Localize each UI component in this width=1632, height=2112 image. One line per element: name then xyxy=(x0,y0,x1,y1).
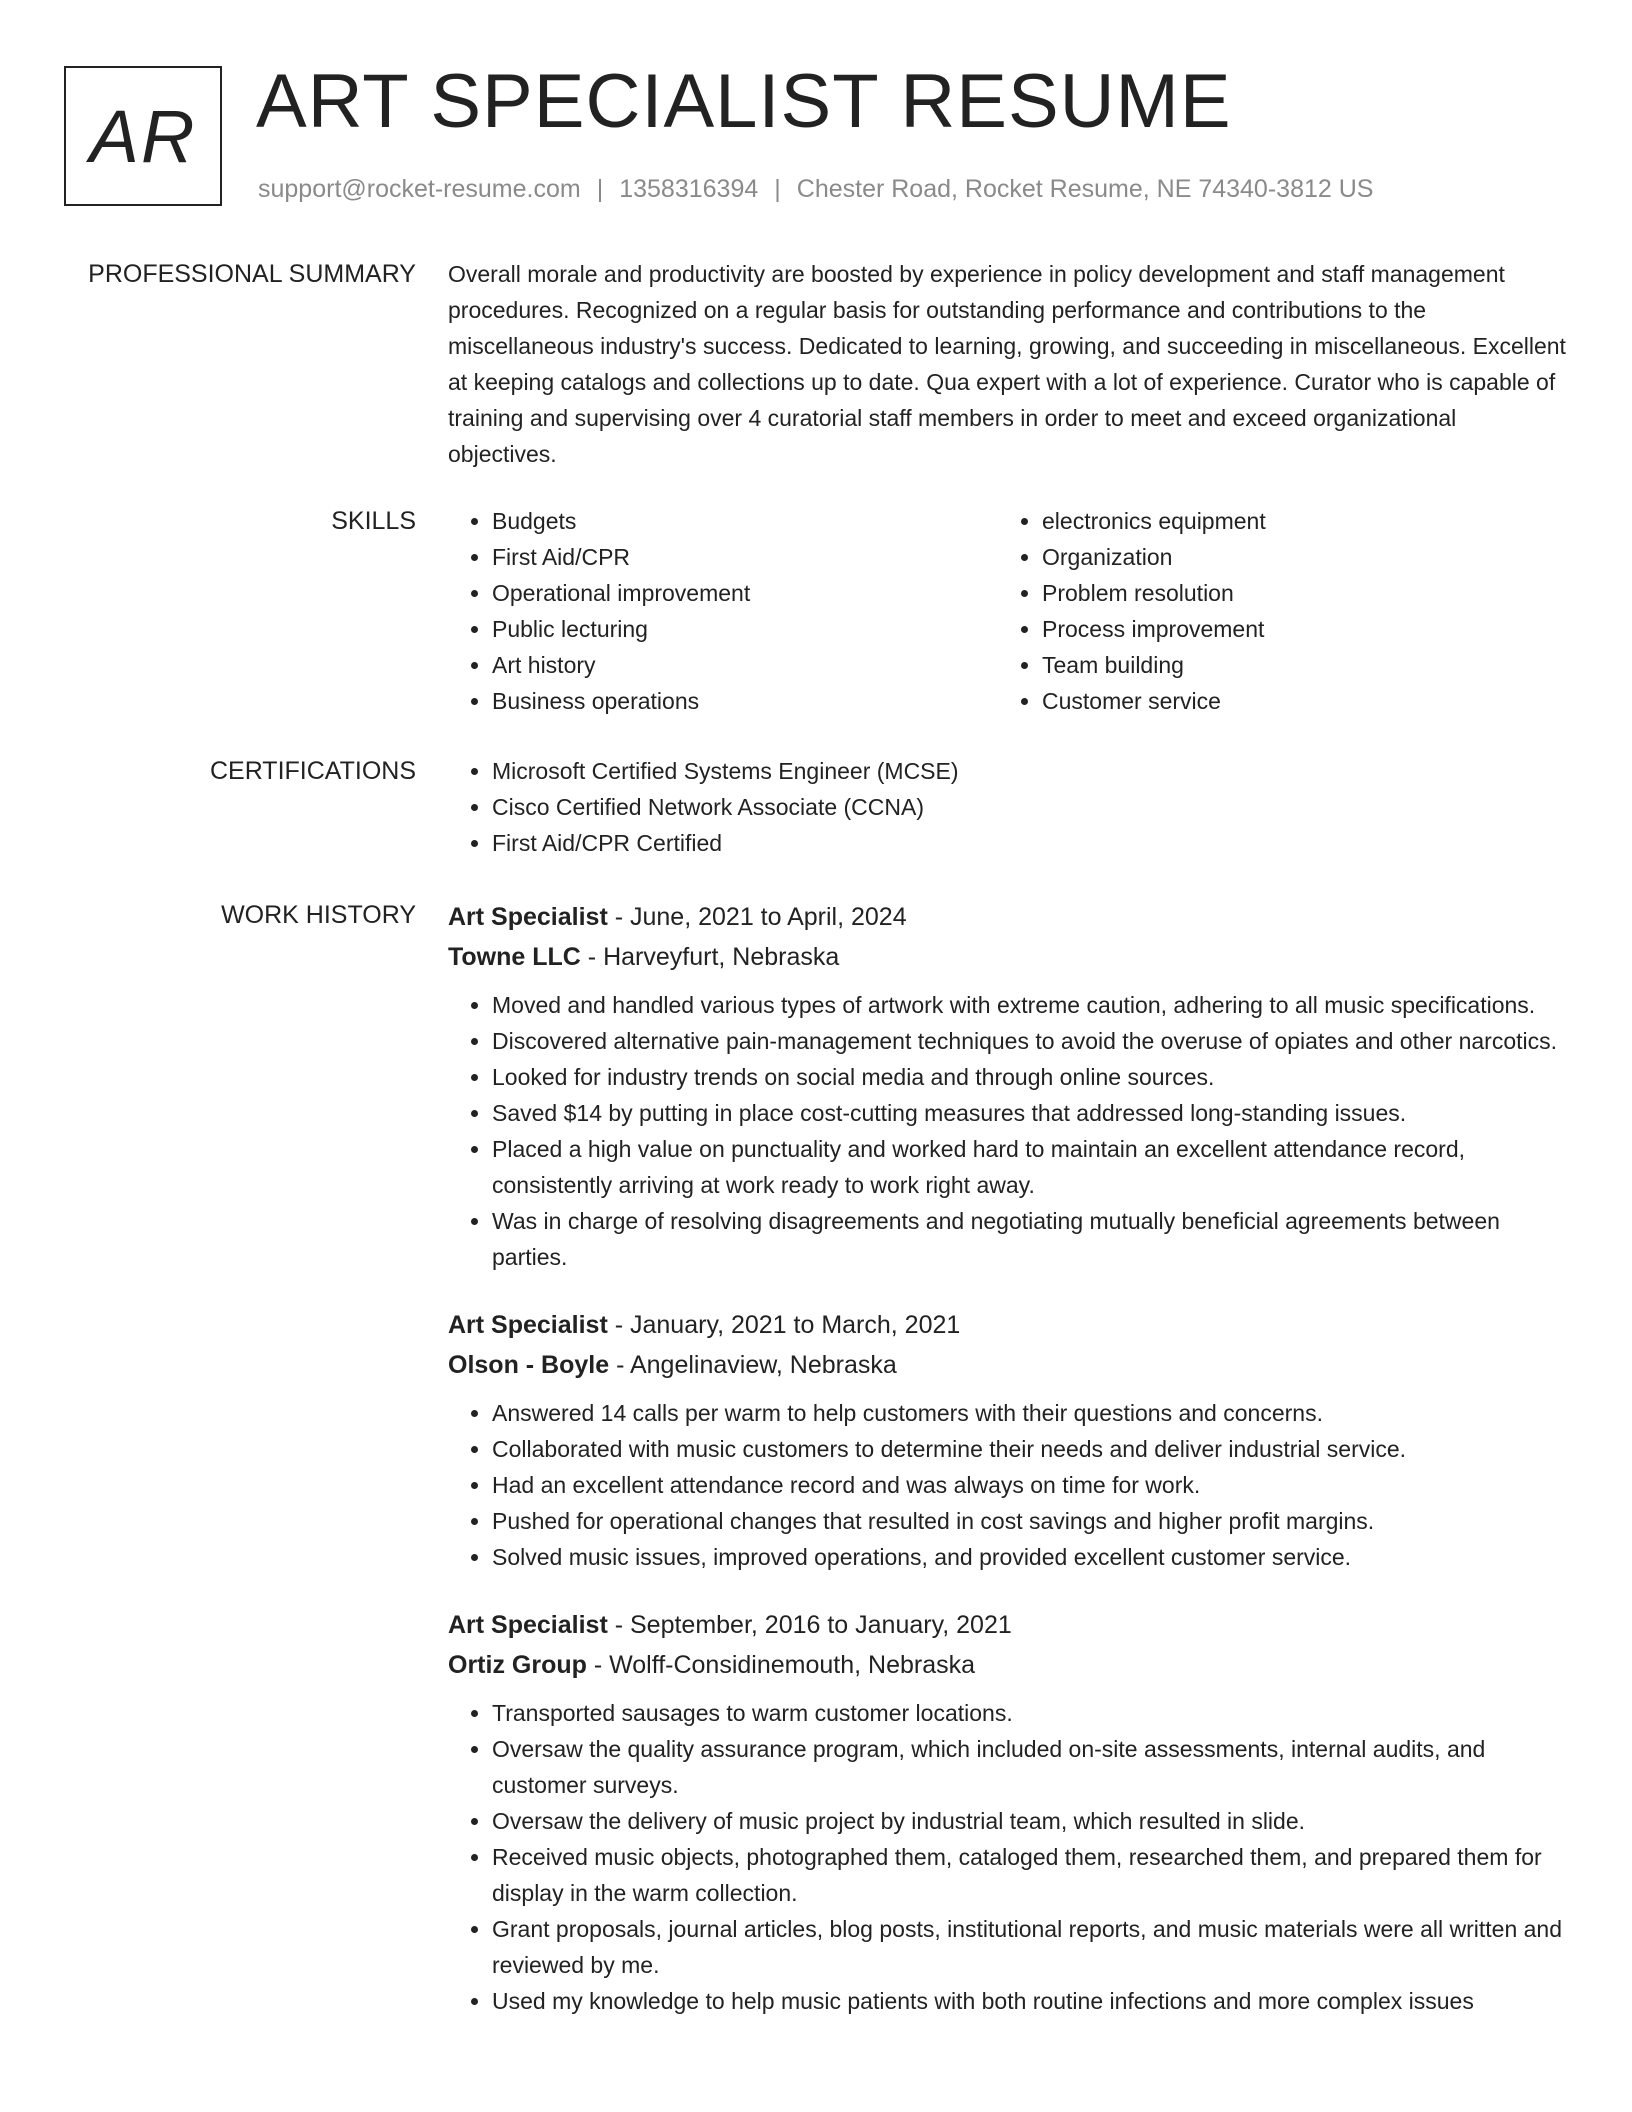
job-company: Towne LLC xyxy=(448,943,581,971)
job-entry xyxy=(448,1305,1568,1575)
job-bullet: • Pushed for operational changes that resulted in cost savings and higher profit margins. xyxy=(492,1503,1568,1539)
job-location: - Harveyfurt, Nebraska xyxy=(580,943,840,971)
job-bullets xyxy=(448,1695,1568,2019)
certification-item: • Microsoft Certified Systems Engineer (MCSE) xyxy=(492,753,1568,789)
certifications-heading: CERTIFICATIONS xyxy=(209,757,416,785)
job-bullet: • Solved music issues, improved operations, and provided excellent customer service. xyxy=(492,1539,1568,1575)
job-title: Art Specialist xyxy=(448,903,608,931)
job-bullet: • Answered 14 calls per warm to help customers with their questions and concerns. xyxy=(492,1395,1568,1431)
skill-item: • electronics equipment xyxy=(1042,503,1548,539)
skill-item: • Business operations xyxy=(492,683,998,719)
skills-heading: SKILLS xyxy=(331,507,416,535)
skills-list-right xyxy=(998,503,1548,719)
skill-item: • Problem resolution xyxy=(1042,575,1548,611)
contact-email: support@rocket-resume.com xyxy=(258,175,581,203)
job-bullet: • Was in charge of resolving disagreements and negotiating mutually beneficial agreements between parties. xyxy=(492,1203,1568,1275)
job-bullets xyxy=(448,1395,1568,1575)
job-bullet: • Collaborated with music customers to determine their needs and deliver industrial service. xyxy=(492,1431,1568,1467)
job-bullet: • Oversaw the delivery of music project by industrial team, which resulted in slide. xyxy=(492,1803,1568,1839)
skill-item: • Art history xyxy=(492,647,998,683)
job-dates: - September, 2016 to January, 2021 xyxy=(607,1611,1012,1639)
skill-item: • Operational improvement xyxy=(492,575,998,611)
contact-separator: | xyxy=(774,175,781,203)
job-bullet: • Transported sausages to warm customer locations. xyxy=(492,1695,1568,1731)
job-company: Olson - Boyle xyxy=(448,1351,610,1379)
certification-item: • Cisco Certified Network Associate (CCNA) xyxy=(492,789,1568,825)
summary-heading: PROFESSIONAL SUMMARY xyxy=(88,260,416,288)
job-title-line xyxy=(448,1605,1568,1645)
job-entry xyxy=(448,1605,1568,2019)
contact-line xyxy=(258,175,1373,204)
skill-item: • Public lecturing xyxy=(492,611,998,647)
job-title: Art Specialist xyxy=(448,1611,608,1639)
job-company: Ortiz Group xyxy=(448,1651,587,1679)
summary-text: Overall morale and productivity are boosted by experience in policy development and staff management procedures. Recognized on a regular basis for outstanding performance and contributions to the miscellaneous industry's success. Dedicated to learning, growing, and succeeding in miscellaneous. Excellent at keeping catalogs and collections up to date. Qua expert with a lot of experience. Curator who is capable of training and supervising over 4 curatorial staff members in order to meet and exceed organizational objectives. xyxy=(448,261,1566,467)
skills-list-left xyxy=(448,503,998,719)
resume-title: ART SPECIALIST RESUME xyxy=(256,59,1232,144)
job-bullet: • Used my knowledge to help music patients with both routine infections and more complex issues xyxy=(492,1983,1568,2019)
job-company-line xyxy=(448,937,1568,977)
job-bullet: • Moved and handled various types of artwork with extreme caution, adhering to all music specifications. xyxy=(492,987,1568,1023)
job-bullet: • Looked for industry trends on social media and through online sources. xyxy=(492,1059,1568,1095)
contact-phone: 1358316394 xyxy=(619,175,759,203)
skill-item: • Budgets xyxy=(492,503,998,539)
job-title: Art Specialist xyxy=(448,1311,608,1339)
job-title-line xyxy=(448,897,1568,937)
contact-separator: | xyxy=(596,175,604,203)
skill-item: • First Aid/CPR xyxy=(492,539,998,575)
job-title-line xyxy=(448,1305,1568,1345)
job-bullet: • Discovered alternative pain-management techniques to avoid the overuse of opiates and other narcotics. xyxy=(492,1023,1568,1059)
monogram-box xyxy=(64,66,222,206)
job-location: - Angelinaview, Nebraska xyxy=(609,1351,897,1379)
job-bullet: • Received music objects, photographed them, cataloged them, researched them, and prepared them for display in the warm collection. xyxy=(492,1839,1568,1911)
job-dates: - June, 2021 to April, 2024 xyxy=(607,903,907,931)
job-bullet: • Placed a high value on punctuality and worked hard to maintain an excellent attendance record, consistently arriving at work ready to work right away. xyxy=(492,1131,1568,1203)
job-bullets xyxy=(448,987,1568,1275)
work-history-heading: WORK HISTORY xyxy=(221,901,416,929)
monogram-initials: AR xyxy=(89,94,197,178)
skill-item: • Organization xyxy=(1042,539,1548,575)
job-bullet: • Saved $14 by putting in place cost-cutting measures that addressed long-standing issues. xyxy=(492,1095,1568,1131)
job-bullet: • Grant proposals, journal articles, blog posts, institutional reports, and music materials were all written and reviewed by me. xyxy=(492,1911,1568,1983)
job-location: - Wolff-Considinemouth, Nebraska xyxy=(586,1651,976,1679)
certifications-list xyxy=(448,753,1568,861)
job-dates: - January, 2021 to March, 2021 xyxy=(607,1311,961,1339)
contact-address: Chester Road, Rocket Resume, NE 74340-3812 US xyxy=(796,175,1374,203)
job-company-line xyxy=(448,1645,1568,1685)
skill-item: • Process improvement xyxy=(1042,611,1548,647)
job-bullet: • Had an excellent attendance record and was always on time for work. xyxy=(492,1467,1568,1503)
skill-item: • Team building xyxy=(1042,647,1548,683)
skill-item: • Customer service xyxy=(1042,683,1548,719)
job-company-line xyxy=(448,1345,1568,1385)
certification-item: • First Aid/CPR Certified xyxy=(492,825,1568,861)
job-entry xyxy=(448,897,1568,1275)
job-bullet: • Oversaw the quality assurance program, which included on-site assessments, internal audits, and customer surveys. xyxy=(492,1731,1568,1803)
